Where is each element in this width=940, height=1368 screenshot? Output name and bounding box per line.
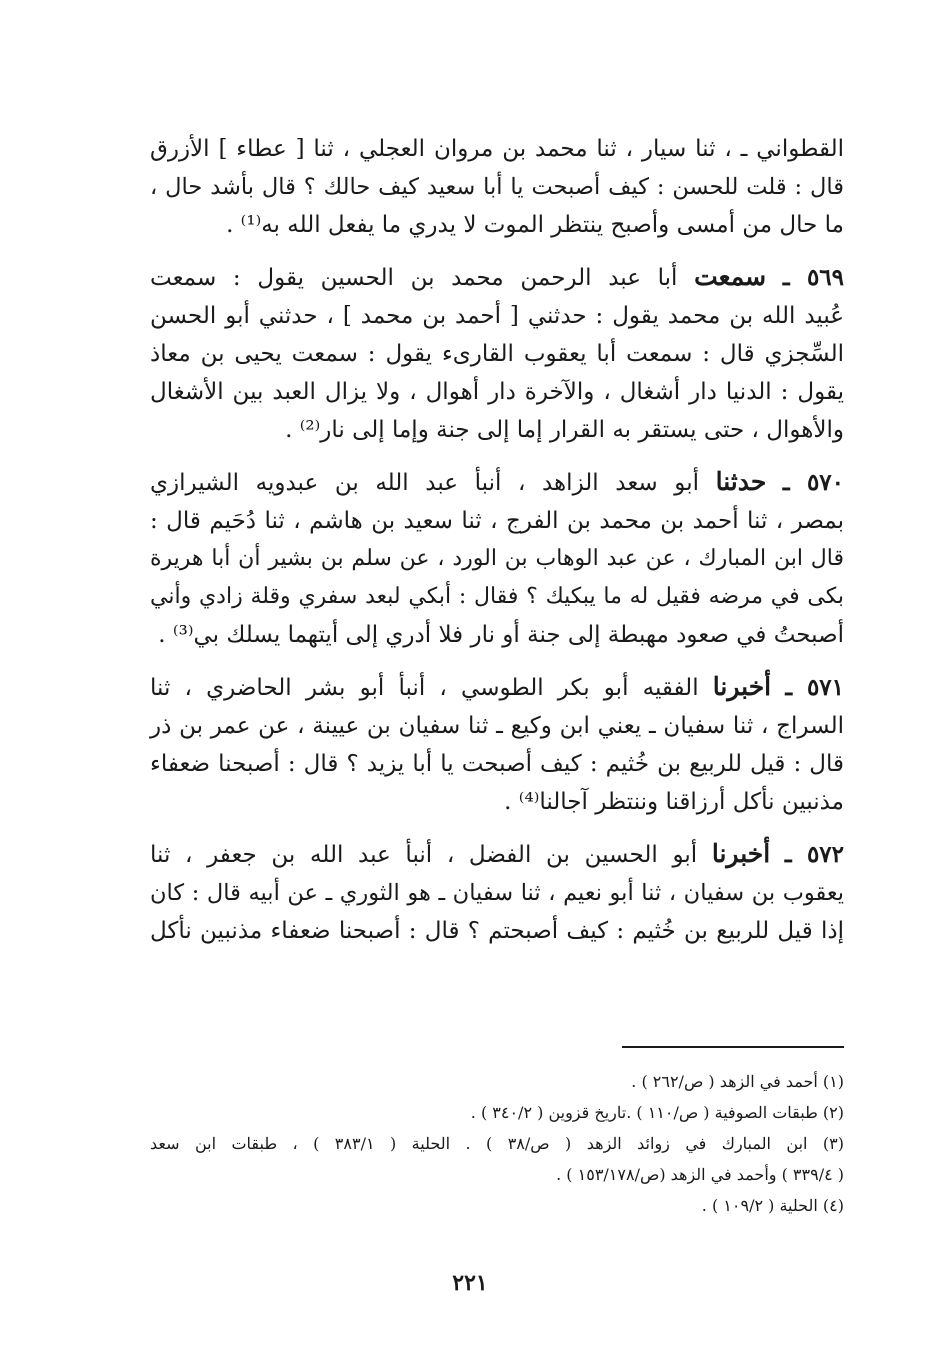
text-line: السراج ، ثنا سفيان ـ يعني ابن وكيع ـ ثنا سفيان بن عيينة ، عن عمر بن ذر xyxy=(150,713,844,739)
text-line: عُبيد الله بن محمد يقول : حدثني [ أحمد بن محمد ] ، حدثني أبو الحسن xyxy=(150,303,844,329)
text-line-rest: أبو الحسين بن الفضل ، أنبأ عبد الله بن جعفر ، ثنا xyxy=(150,842,698,868)
footnote-3-continued: ( ٣٣٩/٤ ) وأحمد في الزهد (ص/١٥٣/١٧٨ ) . xyxy=(556,1165,844,1184)
entry-lead-word: أخبرنا xyxy=(712,672,772,701)
text-line: يعقوب بن سفيان ، ثنا أبو نعيم ، ثنا سفيان ـ هو الثوري ـ عن أبيه قال : كان xyxy=(150,880,844,906)
footnote-2: (٢) طبقات الصوفية ( ص/١١٠ ) .تاريخ قزوين ( ٣٤٠/٢ ) . xyxy=(470,1103,844,1122)
text-line: والأهوال ، حتى يستقر به القرار إما إلى جنة وإما إلى نار⁽²⁾ . xyxy=(285,417,844,443)
text-line: إذا قيل للربيع بن خُثيم : كيف أصبحتم ؟ قال : أصبحنا ضعفاء مذنبين نأكل xyxy=(150,918,844,944)
footnote-4: (٤) الحلية ( ١٠٩/٢ ) . xyxy=(701,1196,844,1215)
footnote-3: (٣) ابن المبارك في زوائد الزهد ( ص/٣٨ ) . الحلية ( ٣٨٣/١ ) ، طبقات ابن سعد xyxy=(150,1134,844,1153)
text-line: يقول : الدنيا دار أشغال ، والآخرة دار أهوال ، ولا يزال العبد بين الأشغال xyxy=(150,379,844,405)
paragraph-continuation xyxy=(150,130,844,244)
entry-lead-word: حدثنا xyxy=(715,467,767,496)
main-text xyxy=(150,130,844,950)
text-line xyxy=(150,463,844,502)
entry-number: ٥٧١ ـ xyxy=(785,674,845,701)
text-line: قال : قلت للحسن : كيف أصبحت يا أبا سعيد كيف حالك ؟ قال بأشد حال ، xyxy=(150,174,844,200)
footnote-separator xyxy=(622,1046,844,1048)
text-line xyxy=(150,835,844,874)
footnote-1: (١) أحمد في الزهد ( ص/٢٦٢ ) . xyxy=(631,1072,844,1091)
text-line-rest: أبا عبد الرحمن محمد بن الحسين يقول : سمعت xyxy=(150,265,678,291)
text-line xyxy=(150,668,844,707)
text-line: بكى في مرضه فقيل له ما يبكيك ؟ فقال : أبكي لبعد سفري وقلة زادي وأني xyxy=(150,584,844,609)
text-line: أصبحتُ في صعود مهبطة إلى جنة أو نار فلا أدري إلى أيتهما يسلك بي⁽³⁾ . xyxy=(158,622,844,648)
text-line: بمصر ، ثنا أحمد بن محمد بن الفرج ، ثنا سعيد بن هاشم ، ثنا دُحَيم قال : xyxy=(150,508,844,534)
text-line xyxy=(150,258,844,297)
entry-571 xyxy=(150,668,844,821)
entry-572 xyxy=(150,835,844,950)
text-line: مذنبين نأكل أرزاقنا وننتظر آجالنا⁽⁴⁾ . xyxy=(504,789,844,815)
footnotes xyxy=(150,1066,844,1221)
entry-lead-word: سمعت xyxy=(694,262,767,291)
entry-number: ٥٧٢ ـ xyxy=(784,841,844,868)
entry-number: ٥٦٩ ـ xyxy=(782,264,844,291)
page-number: ٢٢١ xyxy=(452,1270,488,1296)
text-line: السِّجزي قال : سمعت أبا يعقوب القارىء يقول : سمعت يحيى بن معاذ xyxy=(150,341,844,367)
text-line-rest: أبو سعد الزاهد ، أنبأ عبد الله بن عبدويه الشيرازي xyxy=(150,470,699,496)
text-line: ما حال من أمسى وأصبح ينتظر الموت لا يدري ما يفعل الله به⁽¹⁾ . xyxy=(226,212,844,238)
text-line-rest: الفقيه أبو بكر الطوسي ، أنبأ أبو بشر الحاضري ، ثنا xyxy=(150,675,699,701)
entry-569 xyxy=(150,258,844,449)
text-line: القطواني ـ ، ثنا سيار ، ثنا محمد بن مروان العجلي ، ثنا [ عطاء ] الأزرق xyxy=(150,136,844,162)
text-line: قال ابن المبارك ، عن عبد الوهاب بن الورد ، عن سلم بن بشير أن أبا هريرة xyxy=(150,546,844,571)
entry-number: ٥٧٠ ـ xyxy=(782,469,845,496)
text-line: قال : قيل للربيع بن خُثيم : كيف أصبحت يا أبا يزيد ؟ قال : أصبحنا ضعفاء xyxy=(150,751,844,777)
entry-570 xyxy=(150,463,844,654)
entry-lead-word: أخبرنا xyxy=(711,839,771,868)
